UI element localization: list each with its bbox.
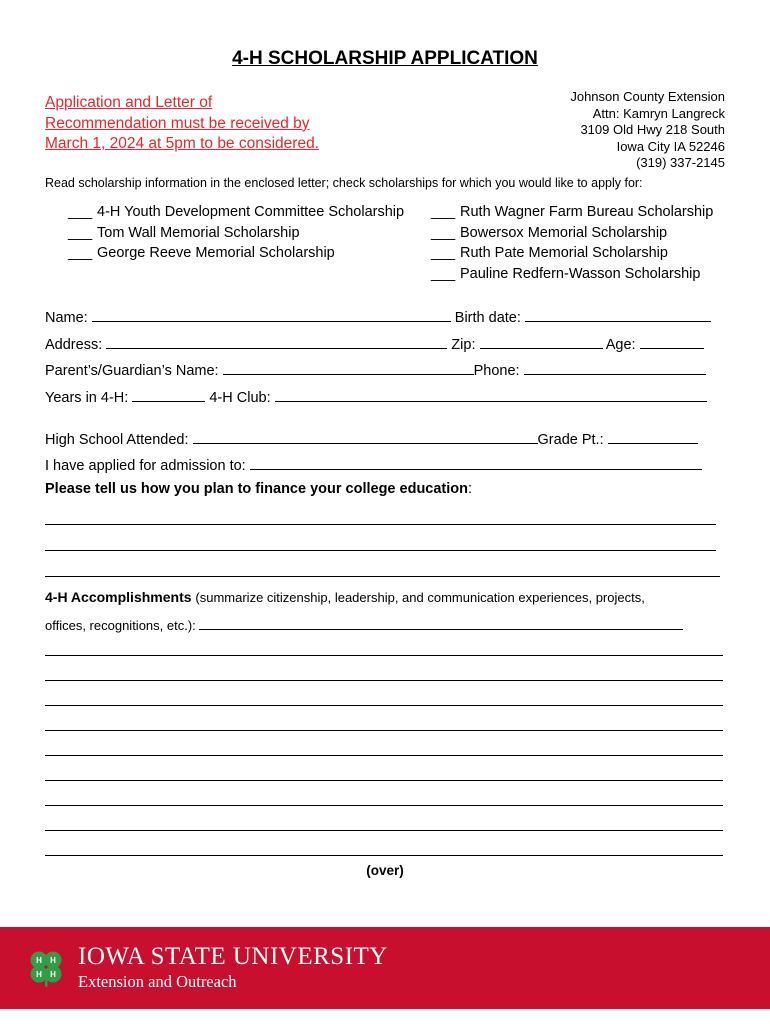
accomplishments-heading [45,589,645,605]
parent-row [45,359,706,379]
age-label: Age: [605,337,636,353]
four-h-clover-icon [25,946,67,988]
deadline-line-2: Recommendation must be received by [45,114,310,132]
deadline-notice [45,93,405,155]
mailing-address [570,89,725,172]
finance-question-text: Please tell us how you plan to finance your college education [45,481,469,497]
parent-label: Parent’s/Guardian’s Name: [45,363,219,379]
club-label: 4-H Club: [209,390,271,406]
university-name: IOWA STATE UNIVERSITY [78,943,388,970]
accomplishments-answer-line[interactable] [45,730,723,731]
scholarship-option[interactable] [431,202,741,223]
accomplishments-answer-line[interactable] [45,830,723,831]
accomplishments-answer-line[interactable] [45,680,723,681]
address-row [45,333,704,353]
address-line-1: Johnson County Extension [570,89,725,104]
finance-question [45,481,472,497]
phone-field[interactable] [524,359,706,375]
deadline-line-1: Application and Letter of [45,94,213,111]
scholarship-option[interactable] [68,223,408,244]
scholarship-label: Ruth Pate Memorial Scholarship [460,245,668,261]
finance-colon: : [468,481,473,497]
scholarship-option[interactable] [431,264,741,285]
accomplishments-title: 4-H Accomplishments [45,589,192,605]
name-row [45,306,711,326]
form-title: 4-H SCHOLARSHIP APPLICATION [232,48,538,69]
deadline-line-3: March 1, 2024 at 5pm to be considered. [45,135,319,152]
years-row [45,386,707,406]
accomplishments-desc-1: (summarize citizenship, leadership, and communication experiences, projects, [195,590,645,605]
address-field[interactable] [106,333,447,349]
check-blank[interactable]: ___ [68,224,93,241]
zip-field[interactable] [480,333,603,349]
address-label: Address: [45,337,103,353]
accomplishments-answer-line[interactable] [45,705,723,706]
high-school-label: High School Attended: [45,432,189,448]
address-line-3: 3109 Old Hwy 218 South [580,122,725,137]
grade-label: Grade Pt.: [537,432,604,448]
name-label: Name: [45,310,88,326]
scholarship-label: Bowersox Memorial Scholarship [460,224,668,241]
svg-text:H: H [36,956,42,965]
scholarship-list-right [431,202,741,284]
scholarship-list-left [68,202,408,264]
accomplishments-answer-line[interactable] [45,655,723,656]
svg-text:H: H [50,970,56,979]
admission-field[interactable] [250,454,702,470]
check-blank[interactable]: ___ [68,204,93,220]
years-field[interactable] [132,386,205,402]
over-note: (over) [366,863,404,878]
grade-field[interactable] [608,428,698,444]
address-line-5: (319) 337-2145 [636,155,725,170]
scholarship-option[interactable] [431,223,741,244]
phone-label: Phone: [473,363,520,379]
birth-date-label: Birth date: [454,310,521,326]
high-school-row [45,428,698,448]
finance-answer-line[interactable] [45,524,716,525]
scholarship-label: Ruth Wagner Farm Bureau Scholarship [460,204,714,220]
birth-date-field[interactable] [525,306,711,322]
finance-answer-line[interactable] [45,576,720,577]
scholarship-option[interactable] [68,202,408,223]
svg-text:H: H [50,956,56,965]
accomplishments-answer-line[interactable] [45,755,723,756]
extension-unit-name: Extension and Outreach [78,972,237,991]
accomplishments-answer-line[interactable] [199,617,683,630]
scholarship-label: Pauline Redfern-Wasson Scholarship [460,265,701,282]
check-blank[interactable]: ___ [68,245,93,261]
accomplishments-answer-line[interactable] [45,780,723,781]
name-field[interactable] [92,306,451,322]
admission-row [45,454,702,474]
admission-label: I have applied for admission to: [45,458,246,474]
age-field[interactable] [640,333,704,349]
accomplishments-desc-row [45,617,683,633]
high-school-field[interactable] [193,428,538,444]
accomplishments-answer-line[interactable] [45,805,723,806]
intro-text: Read scholarship information in the enclosed letter; check scholarships for which you would like to apply for: [45,176,643,190]
address-line-2: Attn: Kamryn Langreck [592,105,725,121]
check-blank[interactable]: ___ [431,224,456,241]
scholarship-option[interactable] [68,243,408,264]
finance-answer-line[interactable] [45,550,716,551]
scholarship-label: 4-H Youth Development Committee Scholarship [97,204,405,220]
address-line-4: Iowa City IA 52246 [616,138,725,154]
scholarship-label: George Reeve Memorial Scholarship [97,245,335,261]
zip-label: Zip: [451,337,476,353]
accomplishments-answer-line[interactable] [45,855,723,856]
svg-text:H: H [36,970,42,979]
scholarship-option[interactable] [431,243,741,264]
check-blank[interactable]: ___ [431,245,456,261]
club-field[interactable] [275,386,707,402]
years-label: Years in 4-H: [45,390,129,406]
parent-field[interactable] [223,359,474,375]
scholarship-label: Tom Wall Memorial Scholarship [97,224,300,241]
check-blank[interactable]: ___ [431,204,456,220]
check-blank[interactable]: ___ [431,265,456,282]
accomplishments-desc-2: offices, recognitions, etc.): [45,618,196,633]
